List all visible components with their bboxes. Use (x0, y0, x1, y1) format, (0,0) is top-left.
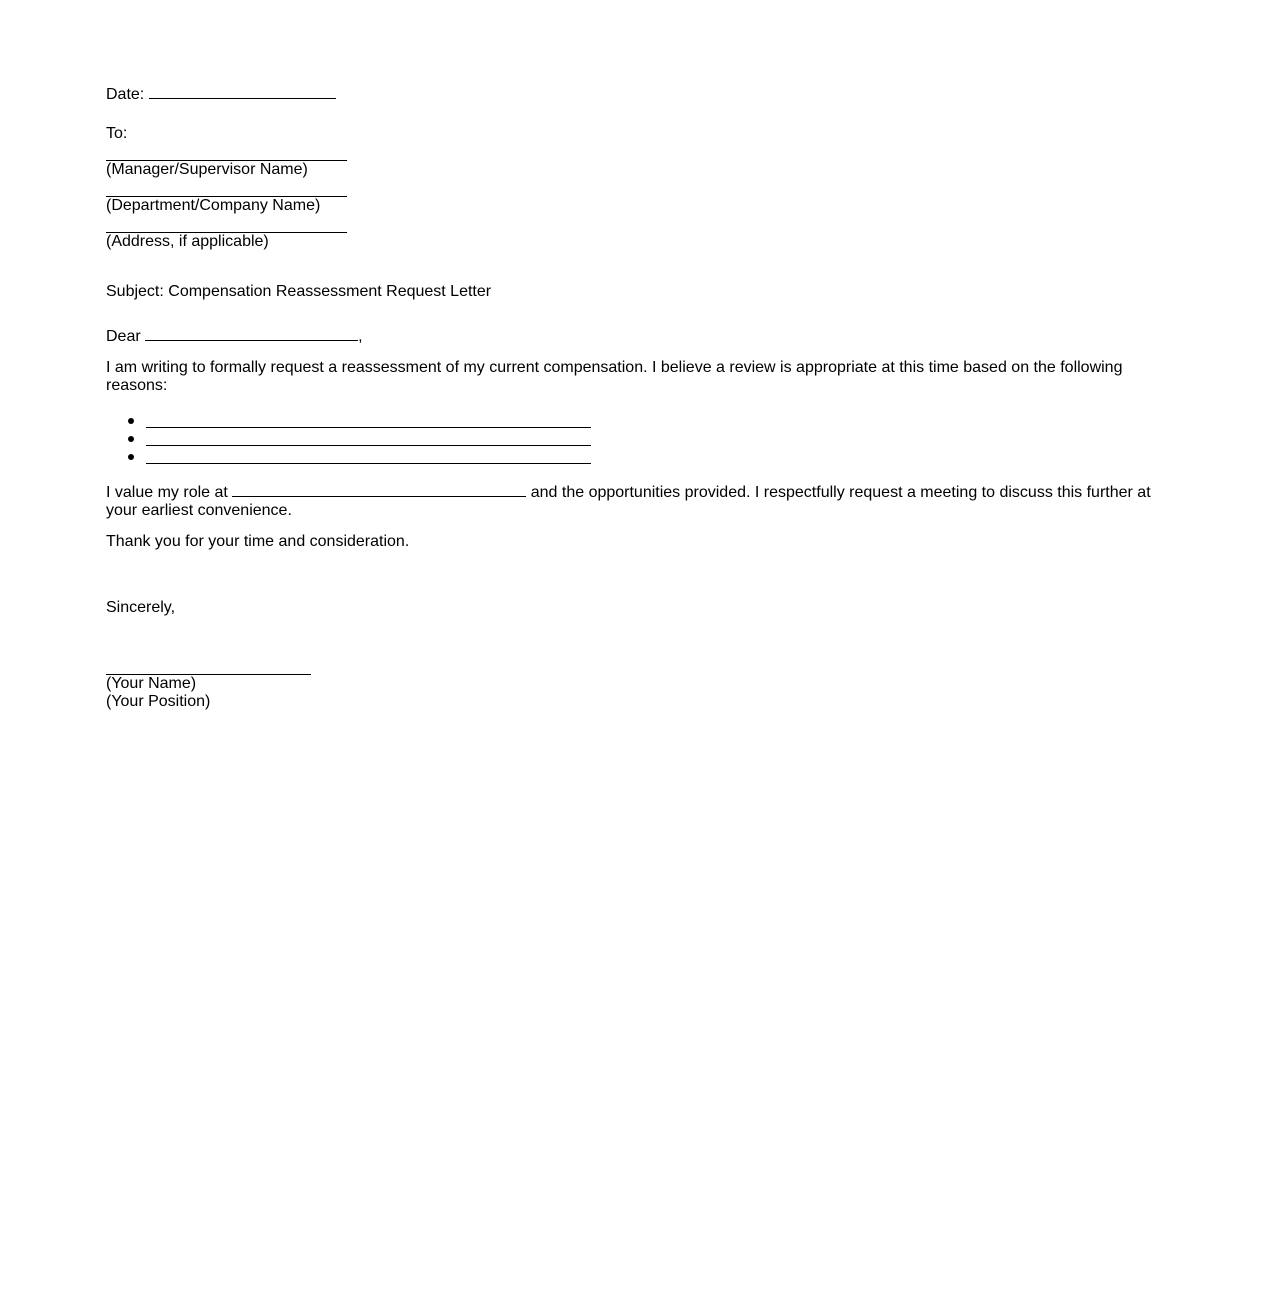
subject-line: Subject: Compensation Reassessment Request Letter (106, 283, 492, 300)
date-label: Date: (106, 86, 145, 103)
value-paragraph (106, 481, 1166, 520)
signature-position-label: (Your Position) (106, 693, 211, 710)
value-paragraph-prefix: I value my role at (106, 484, 228, 501)
reason-blank-2[interactable] (146, 445, 591, 446)
bullet-icon (128, 418, 134, 424)
bullet-icon (128, 436, 134, 442)
value-paragraph-suffix: and the opportunities provided. I respectfully request a meeting to discuss this further at your earliest convenience. (106, 484, 1151, 519)
date-blank[interactable] (149, 83, 336, 99)
intro-paragraph: I am writing to formally request a reassessment of my current compensation. I believe a review is appropriate at this time based on the following reasons: (106, 359, 1123, 394)
company-blank[interactable] (232, 481, 526, 497)
salutation-blank[interactable] (145, 325, 358, 341)
thanks-line: Thank you for your time and consideration. (106, 533, 410, 550)
reason-blank-3[interactable] (146, 463, 591, 464)
recipient-company-label: (Department/Company Name) (106, 197, 321, 214)
salutation-line (106, 325, 363, 346)
reason-blank-1[interactable] (146, 427, 591, 428)
salutation-prefix: Dear (106, 328, 141, 345)
bullet-icon (128, 454, 134, 460)
salutation-suffix: , (358, 328, 363, 345)
recipient-name-label: (Manager/Supervisor Name) (106, 161, 308, 178)
signature-name-label: (Your Name) (106, 675, 197, 692)
date-line (106, 83, 336, 104)
to-label: To: (106, 125, 128, 142)
closing-line: Sincerely, (106, 599, 176, 616)
recipient-address-label: (Address, if applicable) (106, 233, 269, 250)
